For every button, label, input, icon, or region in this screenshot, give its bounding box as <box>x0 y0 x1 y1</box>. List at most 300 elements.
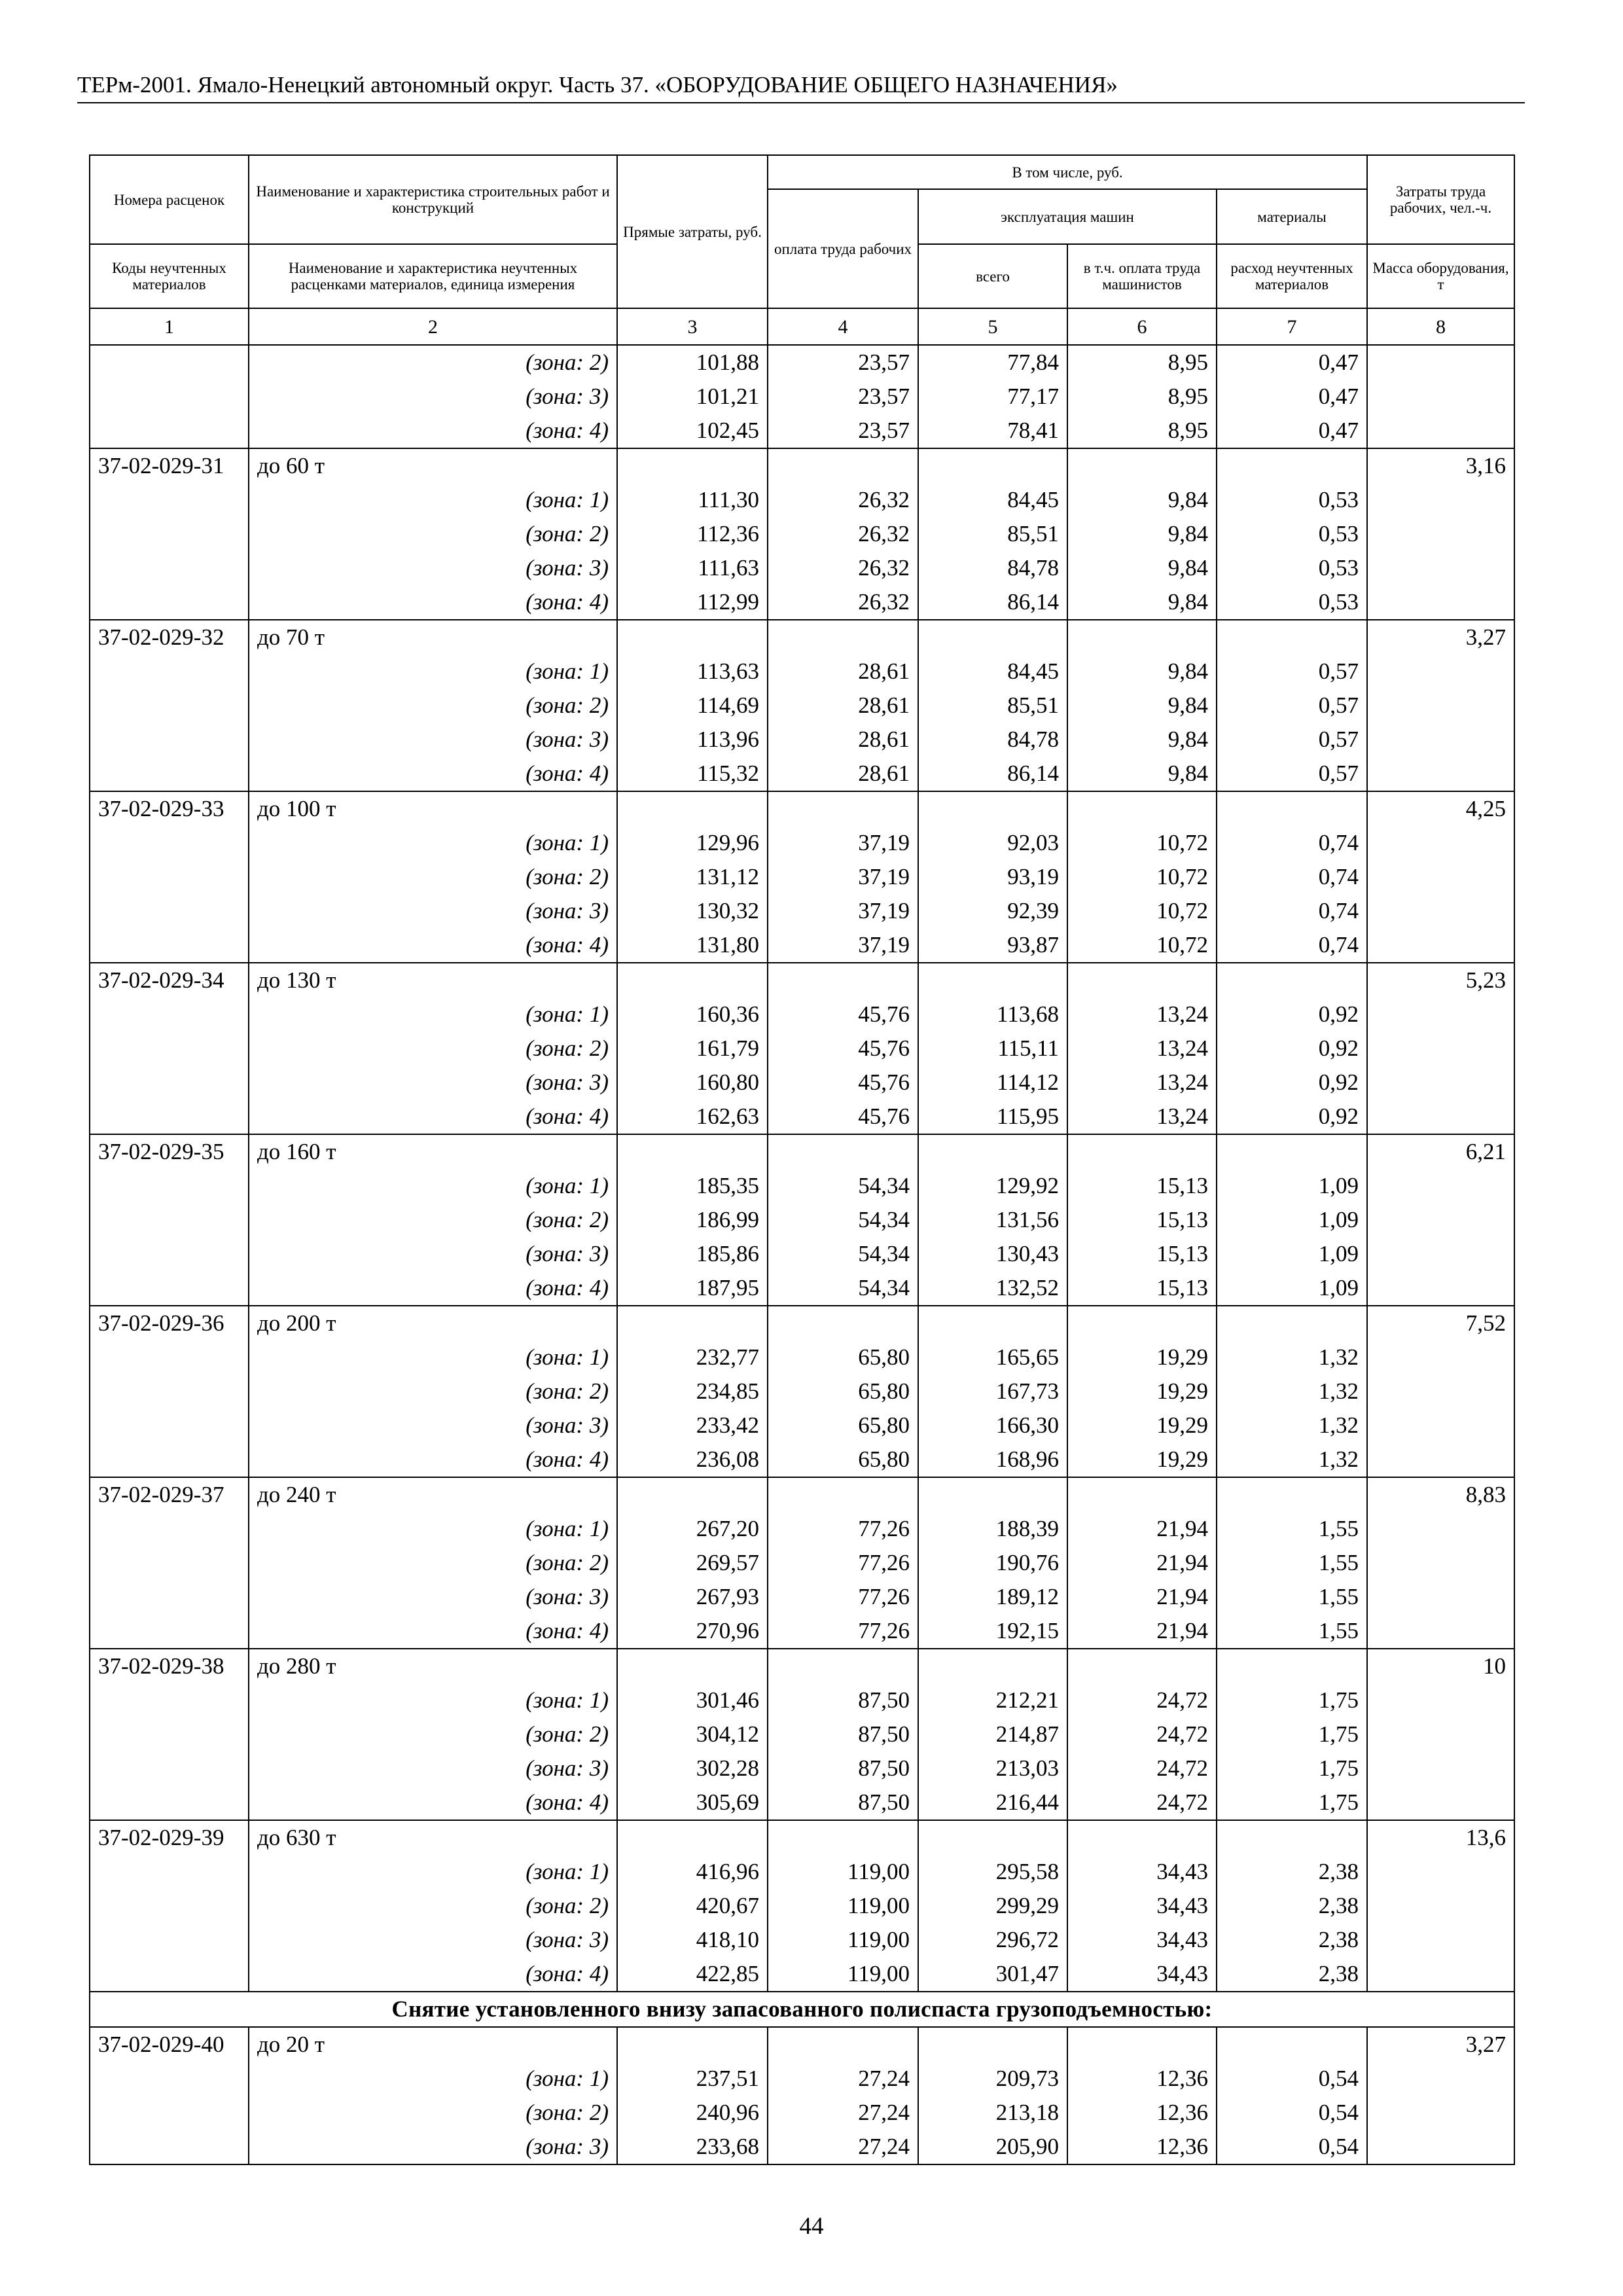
direct-costs-value: 233,42 <box>617 1408 768 1443</box>
rate-row <box>90 1649 1514 1683</box>
operators-pay-value: 24,72 <box>1067 1683 1217 1717</box>
labor-pay-value: 119,00 <box>768 1923 918 1957</box>
machine-total-value <box>918 1820 1067 1855</box>
direct-costs-value: 416,96 <box>617 1855 768 1889</box>
materials-value: 0,53 <box>1217 483 1367 517</box>
labor-pay-value: 87,50 <box>768 1785 918 1820</box>
labor-costs-value <box>1367 894 1514 928</box>
operators-pay-value: 10,72 <box>1067 894 1217 928</box>
direct-costs-value: 269,57 <box>617 1546 768 1580</box>
machine-total-value: 85,51 <box>918 517 1067 551</box>
operators-pay-value: 12,36 <box>1067 2130 1217 2164</box>
operators-pay-value: 9,84 <box>1067 517 1217 551</box>
materials-value <box>1217 791 1367 826</box>
operators-pay-value <box>1067 1649 1217 1683</box>
zone-label: (зона: 4) <box>249 1785 617 1820</box>
rate-code <box>90 1923 249 1957</box>
labor-costs-value <box>1367 551 1514 585</box>
materials-value: 0,57 <box>1217 689 1367 723</box>
direct-costs-value: 233,68 <box>617 2130 768 2164</box>
labor-costs-value <box>1367 1923 1514 1957</box>
operators-pay-value: 8,95 <box>1067 345 1217 380</box>
materials-value: 1,32 <box>1217 1374 1367 1408</box>
page-header: ТЕРм-2001. Ямало-Ненецкий автономный округ. Часть 37. «ОБОРУДОВАНИЕ ОБЩЕГО НАЗНАЧЕНИЯ» <box>77 69 1525 103</box>
zone-label: (зона: 4) <box>249 1443 617 1477</box>
operators-pay-value <box>1067 1306 1217 1340</box>
rate-code: 37-02-029-33 <box>90 791 249 826</box>
materials-value: 1,55 <box>1217 1512 1367 1546</box>
header-including: В том числе, руб. <box>768 155 1367 189</box>
rate-code <box>90 1683 249 1717</box>
direct-costs-value: 186,99 <box>617 1203 768 1237</box>
materials-value: 1,55 <box>1217 1546 1367 1580</box>
header-material-consumption: расход неучтенных материалов <box>1217 244 1367 308</box>
zone-row <box>90 1512 1514 1546</box>
zone-row <box>90 1614 1514 1649</box>
zone-row <box>90 1237 1514 1271</box>
work-name: до 60 т <box>249 448 617 483</box>
labor-costs-value <box>1367 1408 1514 1443</box>
rate-code <box>90 860 249 894</box>
rate-code <box>90 1443 249 1477</box>
operators-pay-value <box>1067 448 1217 483</box>
labor-costs-value <box>1367 860 1514 894</box>
rate-code <box>90 1717 249 1751</box>
operators-pay-value: 21,94 <box>1067 1614 1217 1649</box>
operators-pay-value: 34,43 <box>1067 1923 1217 1957</box>
machine-total-value: 84,45 <box>918 483 1067 517</box>
machine-total-value: 129,92 <box>918 1169 1067 1203</box>
labor-pay-value: 23,57 <box>768 345 918 380</box>
operators-pay-value: 21,94 <box>1067 1580 1217 1614</box>
labor-pay-value <box>768 1306 918 1340</box>
labor-pay-value: 65,80 <box>768 1374 918 1408</box>
direct-costs-value: 162,63 <box>617 1100 768 1134</box>
materials-value: 0,47 <box>1217 414 1367 448</box>
column-number: 7 <box>1217 308 1367 345</box>
rate-code: 37-02-029-38 <box>90 1649 249 1683</box>
zone-row <box>90 757 1514 791</box>
materials-value: 0,74 <box>1217 894 1367 928</box>
labor-costs-value <box>1367 1203 1514 1237</box>
labor-pay-value: 119,00 <box>768 1889 918 1923</box>
operators-pay-value: 19,29 <box>1067 1408 1217 1443</box>
rate-code: 37-02-029-32 <box>90 620 249 655</box>
machine-total-value: 85,51 <box>918 689 1067 723</box>
zone-row <box>90 928 1514 963</box>
rate-row <box>90 1820 1514 1855</box>
labor-costs-value <box>1367 1957 1514 1992</box>
zone-label: (зона: 1) <box>249 2062 617 2096</box>
labor-pay-value: 45,76 <box>768 997 918 1031</box>
direct-costs-value: 418,10 <box>617 1923 768 1957</box>
operators-pay-value <box>1067 963 1217 997</box>
zone-label: (зона: 1) <box>249 997 617 1031</box>
work-name: до 130 т <box>249 963 617 997</box>
machine-total-value <box>918 1649 1067 1683</box>
operators-pay-value: 24,72 <box>1067 1717 1217 1751</box>
header-material-codes: Коды неучтенных материалов <box>90 244 249 308</box>
labor-pay-value: 119,00 <box>768 1957 918 1992</box>
zone-row <box>90 1717 1514 1751</box>
machine-total-value: 86,14 <box>918 757 1067 791</box>
rate-code <box>90 1340 249 1374</box>
direct-costs-value: 236,08 <box>617 1443 768 1477</box>
materials-value: 0,74 <box>1217 826 1367 860</box>
labor-pay-value: 54,34 <box>768 1203 918 1237</box>
labor-costs-value <box>1367 1614 1514 1649</box>
direct-costs-value: 302,28 <box>617 1751 768 1785</box>
header-total: всего <box>918 244 1067 308</box>
labor-pay-value: 28,61 <box>768 655 918 689</box>
materials-value <box>1217 1306 1367 1340</box>
rate-code <box>90 551 249 585</box>
direct-costs-value: 160,36 <box>617 997 768 1031</box>
direct-costs-value: 304,12 <box>617 1717 768 1751</box>
labor-pay-value: 45,76 <box>768 1100 918 1134</box>
rate-row <box>90 448 1514 483</box>
zone-label: (зона: 2) <box>249 1546 617 1580</box>
labor-costs-value <box>1367 1271 1514 1306</box>
machine-total-value: 209,73 <box>918 2062 1067 2096</box>
labor-costs-value <box>1367 655 1514 689</box>
zone-row <box>90 1580 1514 1614</box>
labor-costs-value <box>1367 585 1514 620</box>
zone-row <box>90 380 1514 414</box>
direct-costs-value: 115,32 <box>617 757 768 791</box>
labor-pay-value: 23,57 <box>768 380 918 414</box>
work-name: до 240 т <box>249 1477 617 1512</box>
operators-pay-value: 34,43 <box>1067 1957 1217 1992</box>
labor-costs-value <box>1367 928 1514 963</box>
machine-total-value <box>918 620 1067 655</box>
machine-total-value: 131,56 <box>918 1203 1067 1237</box>
labor-pay-value: 65,80 <box>768 1340 918 1374</box>
materials-value <box>1217 963 1367 997</box>
rate-code <box>90 345 249 380</box>
rate-code: 37-02-029-31 <box>90 448 249 483</box>
materials-value: 1,32 <box>1217 1408 1367 1443</box>
zone-row <box>90 1408 1514 1443</box>
labor-costs-value: 5,23 <box>1367 963 1514 997</box>
zone-row <box>90 997 1514 1031</box>
rate-code <box>90 1066 249 1100</box>
labor-costs-value <box>1367 414 1514 448</box>
direct-costs-value: 101,88 <box>617 345 768 380</box>
rate-code <box>90 1374 249 1408</box>
direct-costs-value: 237,51 <box>617 2062 768 2096</box>
zone-row <box>90 1683 1514 1717</box>
machine-total-value: 84,78 <box>918 723 1067 757</box>
direct-costs-value <box>617 1134 768 1169</box>
materials-value: 0,54 <box>1217 2062 1367 2096</box>
materials-value <box>1217 620 1367 655</box>
direct-costs-value <box>617 963 768 997</box>
operators-pay-value: 15,13 <box>1067 1237 1217 1271</box>
operators-pay-value: 12,36 <box>1067 2096 1217 2130</box>
labor-pay-value: 45,76 <box>768 1066 918 1100</box>
labor-pay-value: 28,61 <box>768 757 918 791</box>
machine-total-value: 299,29 <box>918 1889 1067 1923</box>
zone-label: (зона: 1) <box>249 1340 617 1374</box>
labor-pay-value: 119,00 <box>768 1855 918 1889</box>
rate-code <box>90 2096 249 2130</box>
zone-label: (зона: 4) <box>249 928 617 963</box>
materials-value: 0,47 <box>1217 345 1367 380</box>
labor-costs-value: 7,52 <box>1367 1306 1514 1340</box>
rate-code <box>90 517 249 551</box>
machine-total-value <box>918 1477 1067 1512</box>
materials-value: 0,92 <box>1217 997 1367 1031</box>
materials-value: 1,09 <box>1217 1237 1367 1271</box>
rate-code <box>90 1408 249 1443</box>
materials-value: 0,53 <box>1217 551 1367 585</box>
zone-row <box>90 894 1514 928</box>
direct-costs-value: 161,79 <box>617 1031 768 1066</box>
zone-label: (зона: 1) <box>249 1169 617 1203</box>
labor-costs-value <box>1367 483 1514 517</box>
labor-pay-value: 87,50 <box>768 1751 918 1785</box>
rate-code <box>90 1855 249 1889</box>
labor-costs-value <box>1367 826 1514 860</box>
direct-costs-value: 131,80 <box>617 928 768 963</box>
labor-pay-value: 26,32 <box>768 551 918 585</box>
direct-costs-value <box>617 791 768 826</box>
machine-total-value: 93,87 <box>918 928 1067 963</box>
machine-total-value: 295,58 <box>918 1855 1067 1889</box>
operators-pay-value: 8,95 <box>1067 414 1217 448</box>
zone-row <box>90 414 1514 448</box>
zone-label: (зона: 4) <box>249 1614 617 1649</box>
labor-pay-value: 27,24 <box>768 2062 918 2096</box>
page-number: 44 <box>799 2213 824 2240</box>
rate-code <box>90 585 249 620</box>
direct-costs-value: 270,96 <box>617 1614 768 1649</box>
zone-row <box>90 1203 1514 1237</box>
labor-pay-value: 37,19 <box>768 826 918 860</box>
direct-costs-value: 422,85 <box>617 1957 768 1992</box>
labor-costs-value <box>1367 1855 1514 1889</box>
labor-costs-value <box>1367 1031 1514 1066</box>
zone-row <box>90 1855 1514 1889</box>
labor-pay-value <box>768 1134 918 1169</box>
labor-pay-value: 28,61 <box>768 689 918 723</box>
operators-pay-value: 34,43 <box>1067 1855 1217 1889</box>
materials-value: 1,09 <box>1217 1169 1367 1203</box>
zone-row <box>90 345 1514 380</box>
rate-code: 37-02-029-40 <box>90 2027 249 2062</box>
column-number: 8 <box>1367 308 1514 345</box>
direct-costs-value: 131,12 <box>617 860 768 894</box>
direct-costs-value: 112,36 <box>617 517 768 551</box>
materials-value: 1,75 <box>1217 1717 1367 1751</box>
zone-label: (зона: 2) <box>249 2096 617 2130</box>
rate-row <box>90 1306 1514 1340</box>
zone-label: (зона: 4) <box>249 757 617 791</box>
materials-value: 0,92 <box>1217 1100 1367 1134</box>
zone-label: (зона: 4) <box>249 585 617 620</box>
section-title: Снятие установленного внизу запасованного полиспаста грузоподъемностью: <box>90 1992 1514 2027</box>
rate-code <box>90 655 249 689</box>
materials-value: 0,74 <box>1217 860 1367 894</box>
labor-pay-value <box>768 1649 918 1683</box>
operators-pay-value: 9,84 <box>1067 655 1217 689</box>
operators-pay-value: 15,13 <box>1067 1169 1217 1203</box>
machine-total-value: 189,12 <box>918 1580 1067 1614</box>
machine-total-value <box>918 2027 1067 2062</box>
machine-total-value: 84,78 <box>918 551 1067 585</box>
column-number: 4 <box>768 308 918 345</box>
operators-pay-value: 8,95 <box>1067 380 1217 414</box>
zone-row <box>90 1751 1514 1785</box>
rate-code <box>90 1785 249 1820</box>
labor-pay-value: 54,34 <box>768 1271 918 1306</box>
rate-row <box>90 1134 1514 1169</box>
materials-value: 2,38 <box>1217 1923 1367 1957</box>
operators-pay-value: 10,72 <box>1067 860 1217 894</box>
labor-pay-value: 77,26 <box>768 1546 918 1580</box>
rate-code <box>90 1031 249 1066</box>
rate-code <box>90 1512 249 1546</box>
operators-pay-value: 9,84 <box>1067 551 1217 585</box>
labor-pay-value <box>768 791 918 826</box>
zone-row <box>90 1100 1514 1134</box>
zone-label: (зона: 3) <box>249 1923 617 1957</box>
materials-value <box>1217 2027 1367 2062</box>
zone-row <box>90 1957 1514 1992</box>
materials-value <box>1217 448 1367 483</box>
direct-costs-value <box>617 1649 768 1683</box>
zone-label: (зона: 1) <box>249 1855 617 1889</box>
rate-code: 37-02-029-34 <box>90 963 249 997</box>
header-labor-pay: оплата труда рабочих <box>768 189 918 308</box>
zone-label: (зона: 3) <box>249 551 617 585</box>
zone-row <box>90 826 1514 860</box>
labor-pay-value: 77,26 <box>768 1580 918 1614</box>
direct-costs-value: 102,45 <box>617 414 768 448</box>
operators-pay-value: 9,84 <box>1067 723 1217 757</box>
zone-row <box>90 1923 1514 1957</box>
work-name: до 100 т <box>249 791 617 826</box>
work-name: до 280 т <box>249 1649 617 1683</box>
operators-pay-value: 13,24 <box>1067 997 1217 1031</box>
materials-value: 2,38 <box>1217 1855 1367 1889</box>
section-row <box>90 1992 1514 2027</box>
rate-code: 37-02-029-36 <box>90 1306 249 1340</box>
zone-row <box>90 1340 1514 1374</box>
header-work-name: Наименование и характеристика строительных работ и конструкций <box>249 155 617 244</box>
zone-label: (зона: 2) <box>249 517 617 551</box>
rate-code <box>90 414 249 448</box>
zone-label: (зона: 2) <box>249 1374 617 1408</box>
labor-pay-value: 65,80 <box>768 1443 918 1477</box>
labor-pay-value: 54,34 <box>768 1237 918 1271</box>
work-name: до 630 т <box>249 1820 617 1855</box>
labor-costs-value <box>1367 380 1514 414</box>
rate-code <box>90 1100 249 1134</box>
materials-value: 0,57 <box>1217 723 1367 757</box>
zone-label: (зона: 3) <box>249 1237 617 1271</box>
labor-costs-value <box>1367 2096 1514 2130</box>
labor-pay-value: 37,19 <box>768 860 918 894</box>
labor-costs-value <box>1367 2130 1514 2164</box>
rate-row <box>90 620 1514 655</box>
zone-label: (зона: 3) <box>249 723 617 757</box>
zone-label: (зона: 2) <box>249 1031 617 1066</box>
zone-label: (зона: 2) <box>249 1717 617 1751</box>
rate-code <box>90 1237 249 1271</box>
direct-costs-value: 234,85 <box>617 1374 768 1408</box>
rate-row <box>90 2027 1514 2062</box>
machine-total-value <box>918 448 1067 483</box>
direct-costs-value <box>617 1820 768 1855</box>
operators-pay-value: 15,13 <box>1067 1203 1217 1237</box>
labor-costs-value: 3,16 <box>1367 448 1514 483</box>
labor-costs-value <box>1367 1785 1514 1820</box>
operators-pay-value: 19,29 <box>1067 1340 1217 1374</box>
header-direct-costs: Прямые затраты, руб. <box>617 155 768 308</box>
labor-costs-value <box>1367 1100 1514 1134</box>
rate-code: 37-02-029-37 <box>90 1477 249 1512</box>
zone-label: (зона: 3) <box>249 1408 617 1443</box>
direct-costs-value: 112,99 <box>617 585 768 620</box>
header-operators-pay: в т.ч. оплата труда машинистов <box>1067 244 1217 308</box>
direct-costs-value: 113,63 <box>617 655 768 689</box>
machine-total-value: 93,19 <box>918 860 1067 894</box>
materials-value: 0,54 <box>1217 2096 1367 2130</box>
labor-costs-value <box>1367 1340 1514 1374</box>
zone-label: (зона: 4) <box>249 1271 617 1306</box>
operators-pay-value <box>1067 1134 1217 1169</box>
materials-value: 1,09 <box>1217 1271 1367 1306</box>
rate-code <box>90 1580 249 1614</box>
materials-value: 2,38 <box>1217 1889 1367 1923</box>
zone-label: (зона: 3) <box>249 1066 617 1100</box>
labor-pay-value: 23,57 <box>768 414 918 448</box>
header-material-name: Наименование и характеристика неучтенных расценками материалов, единица измерения <box>249 244 617 308</box>
operators-pay-value: 9,84 <box>1067 757 1217 791</box>
header-labor-costs: Затраты труда рабочих, чел.-ч. <box>1367 155 1514 244</box>
zone-row <box>90 2130 1514 2164</box>
machine-total-value: 77,17 <box>918 380 1067 414</box>
rate-code <box>90 1889 249 1923</box>
direct-costs-value: 187,95 <box>617 1271 768 1306</box>
materials-value: 0,74 <box>1217 928 1367 963</box>
zone-label: (зона: 2) <box>249 1889 617 1923</box>
labor-costs-value: 3,27 <box>1367 2027 1514 2062</box>
zone-label: (зона: 3) <box>249 380 617 414</box>
machine-total-value: 113,68 <box>918 997 1067 1031</box>
operators-pay-value: 21,94 <box>1067 1512 1217 1546</box>
materials-value: 1,75 <box>1217 1785 1367 1820</box>
materials-value: 0,57 <box>1217 655 1367 689</box>
rate-code <box>90 1169 249 1203</box>
labor-costs-value <box>1367 1512 1514 1546</box>
machine-total-value: 92,39 <box>918 894 1067 928</box>
labor-costs-value <box>1367 2062 1514 2096</box>
operators-pay-value: 10,72 <box>1067 928 1217 963</box>
labor-pay-value <box>768 1820 918 1855</box>
labor-pay-value <box>768 1477 918 1512</box>
labor-costs-value: 10 <box>1367 1649 1514 1683</box>
labor-costs-value: 6,21 <box>1367 1134 1514 1169</box>
rate-code <box>90 1203 249 1237</box>
machine-total-value: 78,41 <box>918 414 1067 448</box>
rate-code <box>90 723 249 757</box>
labor-pay-value <box>768 963 918 997</box>
zone-row <box>90 483 1514 517</box>
rate-code <box>90 380 249 414</box>
